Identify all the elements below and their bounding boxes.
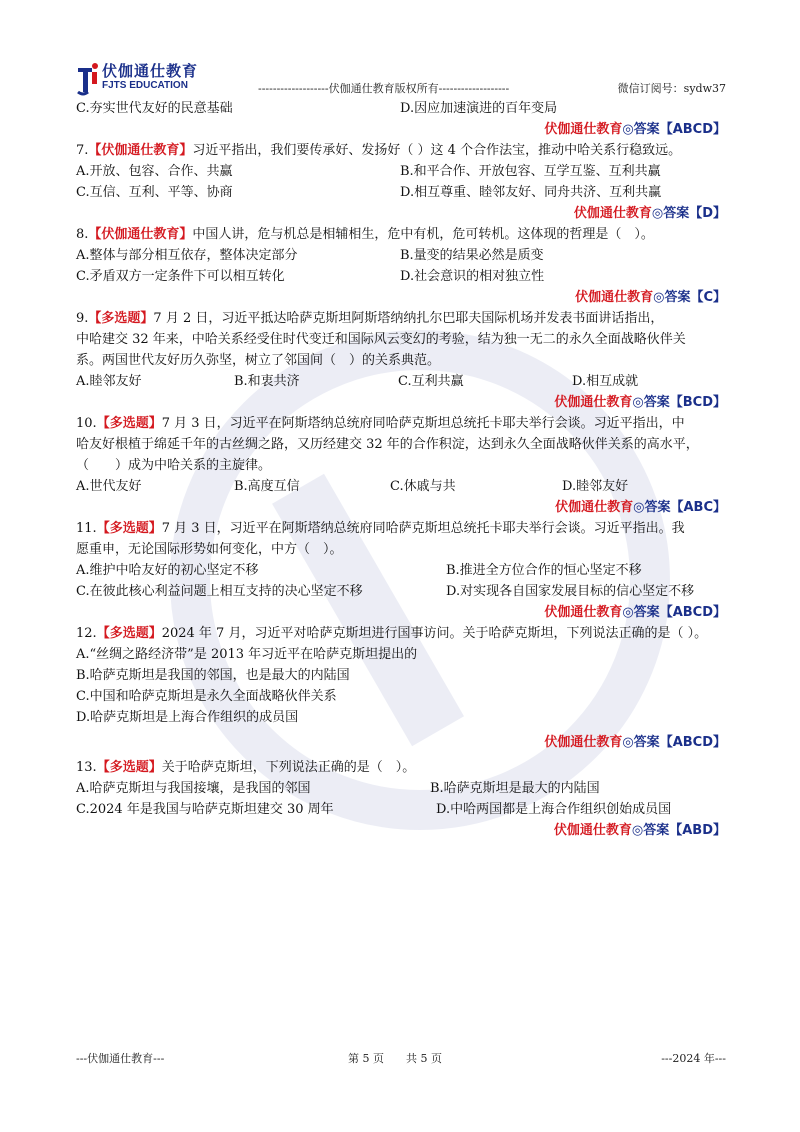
question-number: 7. (76, 143, 89, 158)
q8-option-a: A.整体与部分相互依存，整体决定部分 (76, 248, 298, 263)
question-number: 12. (76, 626, 97, 641)
q11-option-c: C.在彼此核心利益问题上相互支持的决心坚定不移 (76, 584, 363, 599)
q6-answer (76, 119, 726, 140)
question-number: 13. (76, 760, 97, 775)
q10-option-b: B.高度互信 (234, 479, 300, 494)
question-number: 8. (76, 227, 89, 242)
question-number: 11. (76, 521, 97, 536)
answer-key: 【C】 (690, 290, 726, 305)
logo-text-en: FJTS EDUCATION (102, 80, 188, 91)
q11-option-d: D.对实现各自国家发展目标的信心坚定不移 (446, 584, 695, 599)
answer-brand: 伏伽通仕教育 (573, 206, 652, 221)
q11-options-ab (76, 560, 726, 581)
page-number: 第 5 页 共 5 页 (348, 1052, 442, 1065)
question-text: 2024 年 7 月，习近平对哈萨克斯坦进行国事访问。关于哈萨克斯坦，下列说法正确的是（ ）。 (161, 626, 708, 641)
q13-option-d: D.中哈两国都是上海合作组织创始成员国 (436, 802, 672, 817)
q6-option-c: C.夯实世代友好的民意基础 (76, 101, 233, 116)
answer-label: ◎答案 (651, 206, 690, 221)
question-text: 7 月 2 日，习近平抵达哈萨克斯坦阿斯塔纳纳扎尔巴耶夫国际机场并发表书面讲话指出， (153, 311, 664, 326)
answer-key: 【ABC】 (670, 500, 726, 515)
q7-option-d: D.相互尊重、睦邻友好、同舟共济、互利共赢 (400, 185, 662, 200)
q10-options (76, 476, 726, 497)
answer-brand: 伏伽通仕教育 (575, 290, 654, 305)
q7-option-c: C.互信、互利、平等、协商 (76, 185, 233, 200)
q7-option-b: B.和平合作、开放包容、互学互鉴、互利共赢 (400, 164, 661, 179)
q10-stem-line3: （ ）成为中哈关系的主旋律。 (76, 458, 272, 473)
page-header (76, 58, 726, 100)
question-tag: 【伏伽通仕教育】 (88, 143, 193, 158)
q11-option-b: B.推进全方位合作的恒心坚定不移 (446, 563, 642, 578)
q7-answer (76, 203, 726, 224)
answer-label: ◎答案 (622, 122, 660, 137)
q8-options-cd (76, 266, 726, 287)
answer-key: 【D】 (689, 206, 726, 221)
answer-key: 【BCD】 (669, 395, 726, 410)
q7-stem (76, 140, 726, 161)
q10-answer (76, 497, 726, 518)
q12-answer (76, 732, 726, 753)
question-text: 7 月 3 日，习近平在阿斯塔纳总统府同哈萨克斯坦总统托卡耶夫举行会谈。习近平指出，中 (161, 416, 685, 431)
q10-stem-line1 (76, 413, 726, 434)
question-tag: 【多选题】 (96, 760, 162, 775)
question-tag: 【多选题】 (88, 311, 154, 326)
wechat-account: 微信订阅号：sydw37 (617, 82, 726, 95)
q12-option-b: B.哈萨克斯坦是我国的邻国，也是最大的内陆国 (76, 668, 350, 683)
question-number: 10. (76, 416, 97, 431)
question-tag: 【多选题】 (96, 521, 162, 536)
q9-stem-line1 (76, 308, 726, 329)
q10-option-d: D.睦邻友好 (562, 479, 629, 494)
q10-option-a: A.世代友好 (76, 479, 142, 494)
question-list (76, 98, 726, 841)
q8-options-ab (76, 245, 726, 266)
answer-key: 【ABCD】 (659, 735, 726, 750)
answer-key: 【ABD】 (669, 823, 726, 838)
question-text: 习近平指出，我们要传承好、发扬好（ ）这 4 个合作法宝，推动中哈关系行稳致远。 (192, 143, 682, 158)
question-text: 中国人讲，危与机总是相辅相生，危中有机，危可转机。这体现的哲理是（ ）。 (192, 227, 654, 242)
q7-options-cd (76, 182, 726, 203)
q6-option-d: D.因应加速演进的百年变局 (400, 101, 558, 116)
q11-answer (76, 602, 726, 623)
q8-option-c: C.矛盾双方一定条件下可以相互转化 (76, 269, 285, 284)
q11-option-a: A.维护中哈友好的初心坚定不移 (76, 563, 259, 578)
q9-option-b: B.和衷共济 (234, 374, 300, 389)
footer-right: ---2024 年--- (661, 1052, 726, 1065)
answer-label: ◎答案 (622, 735, 660, 750)
q9-option-c: C.互利共赢 (398, 374, 464, 389)
page-footer (76, 1050, 726, 1066)
q13-option-a: A.哈萨克斯坦与我国接壤，是我国的邻国 (76, 781, 311, 796)
q6-options-cd (76, 98, 726, 119)
logo-text-cn: 伏伽通仕教育 (102, 62, 199, 80)
q7-option-a: A.开放、包容、合作、共赢 (76, 164, 233, 179)
q11-stem-line1 (76, 518, 726, 539)
q9-answer (76, 392, 726, 413)
q13-option-c: C.2024 年是我国与哈萨克斯坦建交 30 周年 (76, 802, 334, 817)
q8-answer (76, 287, 726, 308)
fjts-logo-icon (76, 62, 102, 96)
question-text: 关于哈萨克斯坦，下列说法正确的是（ ）。 (161, 760, 416, 775)
answer-key: 【ABCD】 (659, 605, 726, 620)
q10-stem-line2: 哈友好根植于绵延千年的古丝绸之路，又历经建交 32 年的合作积淀，达到永久全面战略伙伴关系的高水平， (76, 437, 699, 452)
q7-options-ab (76, 161, 726, 182)
q8-option-b: B.量变的结果必然是质变 (400, 248, 544, 263)
answer-brand: 伏伽通仕教育 (544, 122, 623, 137)
q13-options-cd (76, 799, 726, 820)
question-tag: 【多选题】 (96, 416, 162, 431)
answer-key: 【ABCD】 (659, 122, 726, 137)
q10-option-c: C.休戚与共 (390, 479, 456, 494)
q13-answer (76, 820, 726, 841)
q9-option-d: D.相互成就 (572, 374, 639, 389)
q11-options-cd (76, 581, 726, 602)
q13-option-b: B.哈萨克斯坦是最大的内陆国 (430, 781, 600, 796)
answer-brand: 伏伽通仕教育 (553, 823, 632, 838)
q12-option-a: A.“丝绸之路经济带”是 2013 年习近平在哈萨克斯坦提出的 (76, 647, 418, 662)
q12-option-d: D.哈萨克斯坦是上海合作组织的成员国 (76, 710, 299, 725)
q9-stem-line3: 系。两国世代友好历久弥坚，树立了邻国间（ ）的关系典范。 (76, 353, 441, 368)
answer-brand: 伏伽通仕教育 (544, 735, 623, 750)
question-number: 9. (76, 311, 89, 326)
answer-brand: 伏伽通仕教育 (555, 500, 634, 515)
q9-options (76, 371, 726, 392)
answer-brand: 伏伽通仕教育 (544, 605, 623, 620)
copyright-notice: -------------------伏伽通仕教育版权所有------------------- (258, 82, 510, 95)
answer-label: ◎答案 (631, 823, 670, 838)
q9-option-a: A.睦邻友好 (76, 374, 142, 389)
answer-label: ◎答案 (653, 290, 691, 305)
answer-label: ◎答案 (632, 395, 670, 410)
q9-stem-line2: 中哈建交 32 年来，中哈关系经受住时代变迁和国际风云变幻的考验，结为独一无二的永久全面战略伙伴关 (76, 332, 686, 347)
question-tag: 【多选题】 (96, 626, 162, 641)
q13-stem (76, 757, 726, 778)
answer-label: ◎答案 (622, 605, 660, 620)
footer-left: ---伏伽通仕教育--- (76, 1052, 165, 1065)
q12-option-c: C.中国和哈萨克斯坦是永久全面战略伙伴关系 (76, 689, 337, 704)
answer-label: ◎答案 (633, 500, 671, 515)
question-text: 7 月 3 日，习近平在阿斯塔纳总统府同哈萨克斯坦总统托卡耶夫举行会谈。习近平指出。我 (161, 521, 685, 536)
q12-stem (76, 623, 726, 644)
q13-options-ab (76, 778, 726, 799)
q8-option-d: D.社会意识的相对独立性 (400, 269, 545, 284)
q8-stem (76, 224, 726, 245)
q11-stem-line2: 愿重申，无论国际形势如何变化，中方（ ）。 (76, 542, 343, 557)
question-tag: 【伏伽通仕教育】 (88, 227, 193, 242)
answer-brand: 伏伽通仕教育 (554, 395, 633, 410)
